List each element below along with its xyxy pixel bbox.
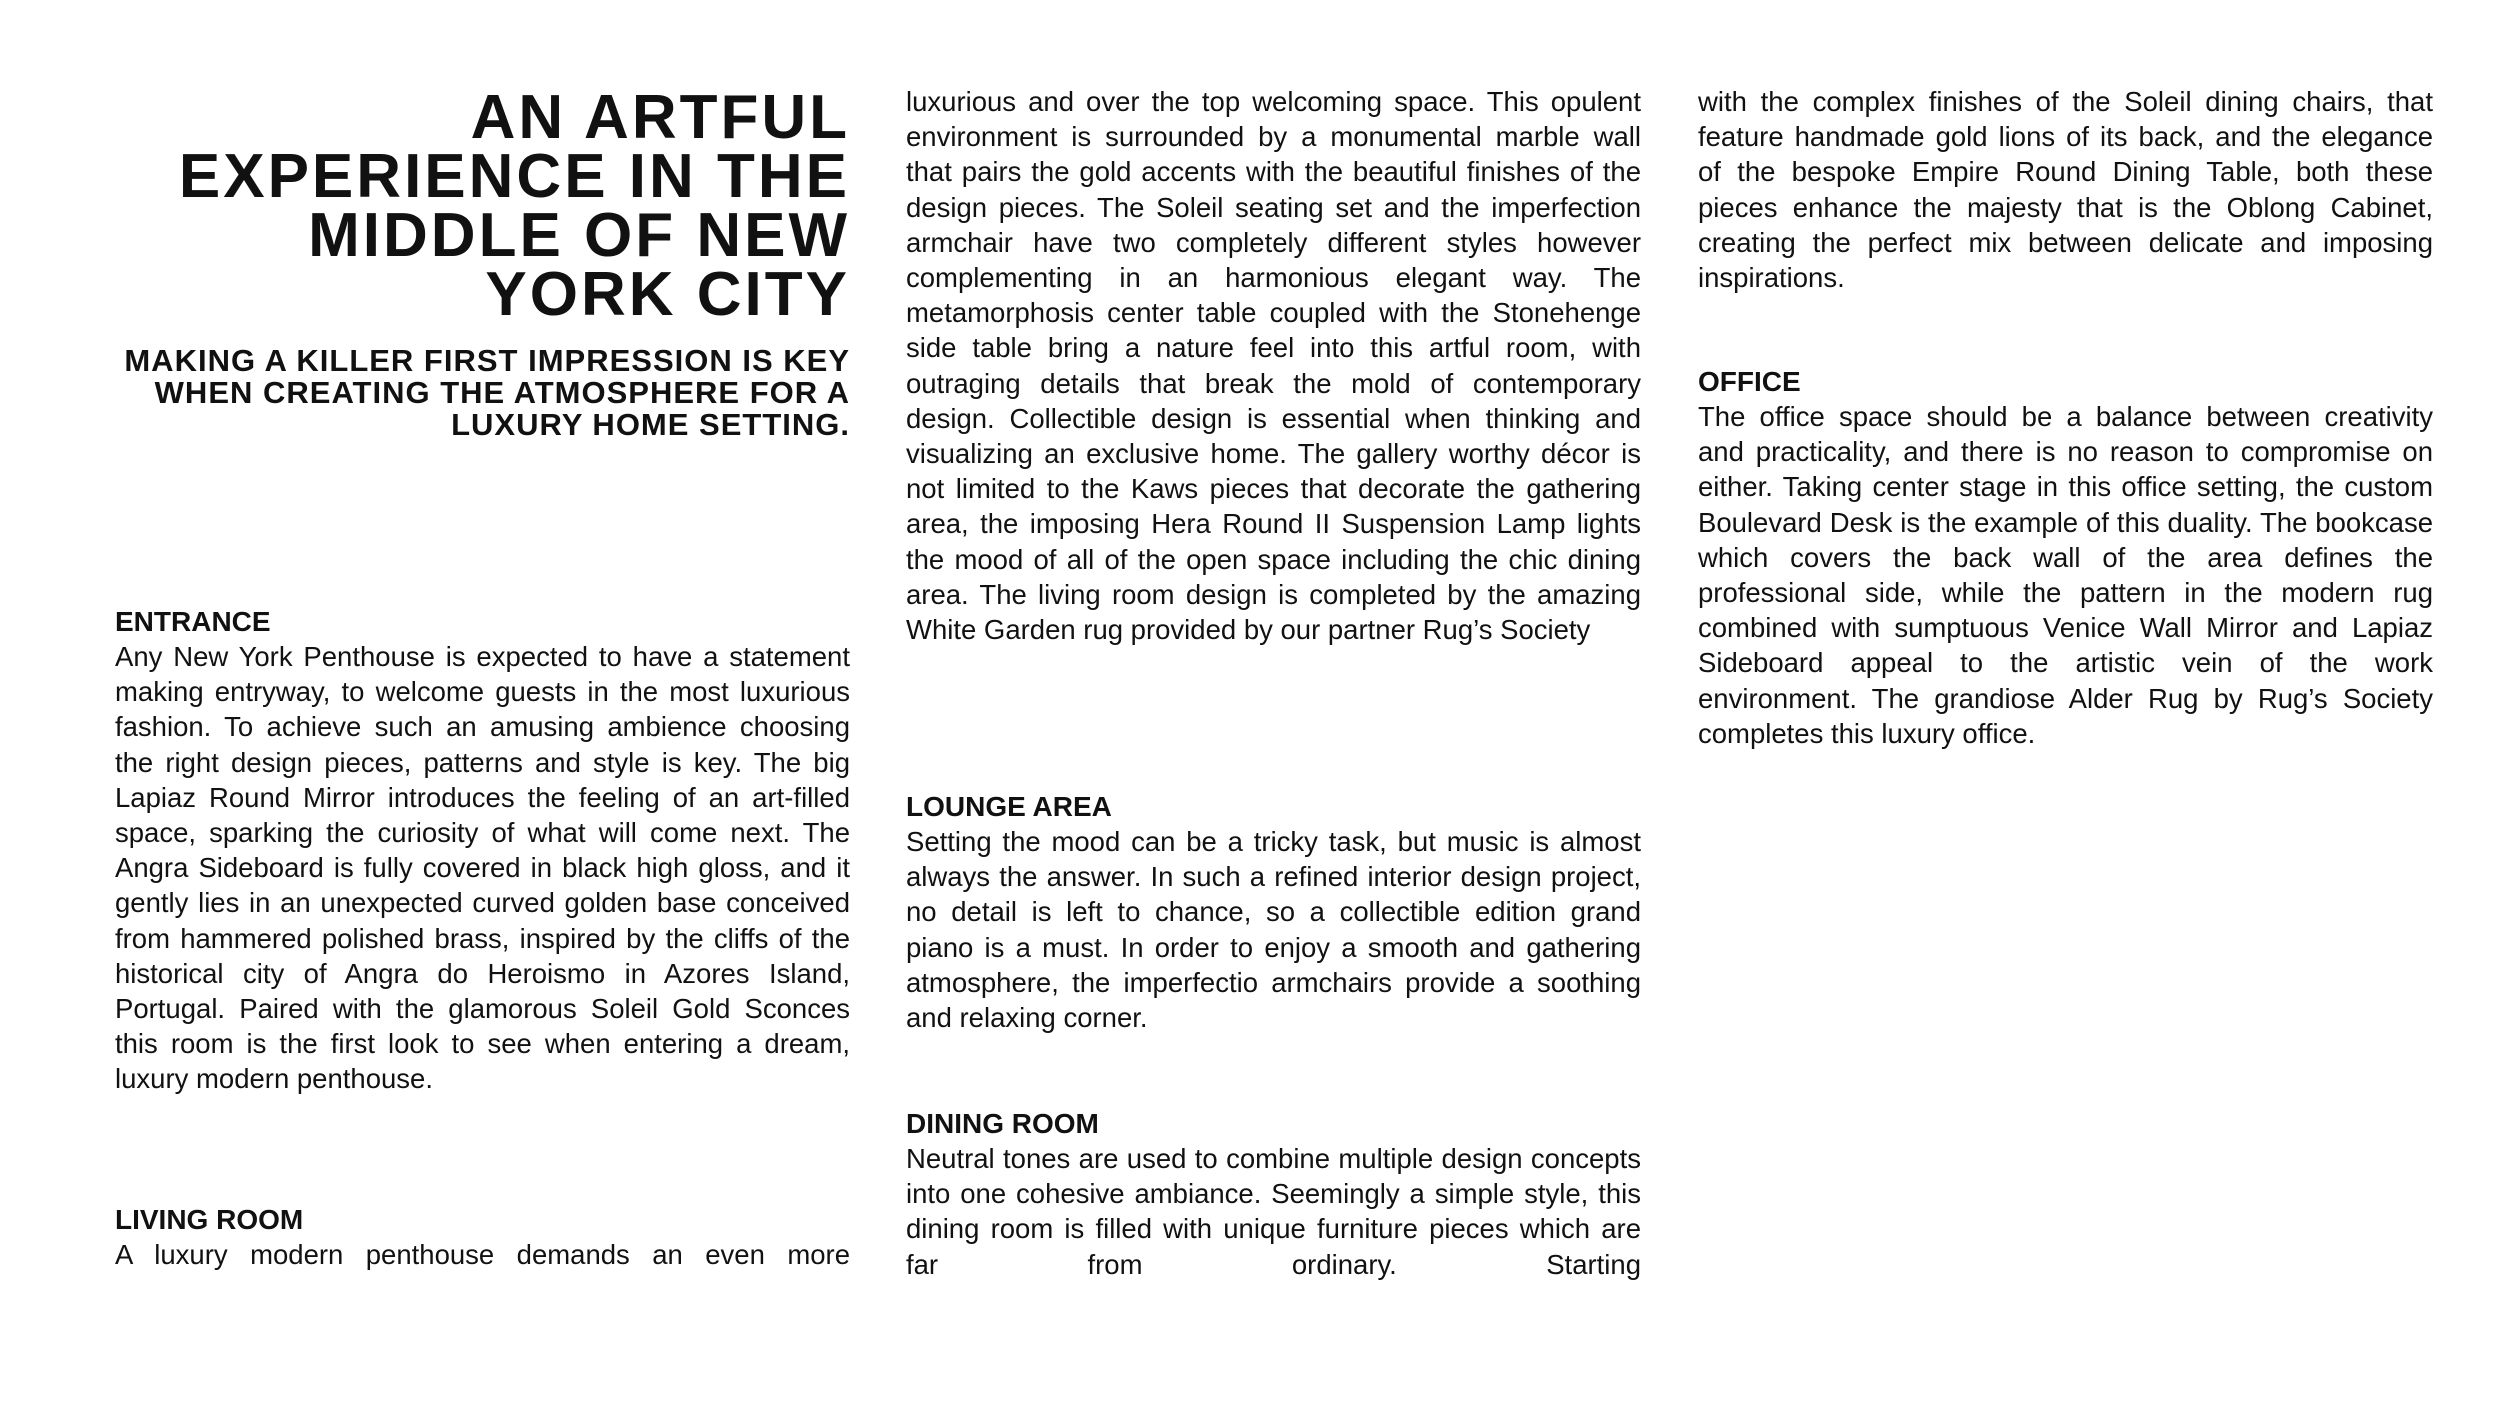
page-subtitle: MAKING A KILLER FIRST IMPRESSION IS KEY WHEN CREATING THE ATMOSPHERE FOR A LUXURY HOME SETTING. — [124, 343, 850, 442]
section-body: luxurious and over the top welcoming space. This opulent environment is surrounded by a monumental marble wall that pairs the gold accents with the beautiful finishes of the design pieces. The Soleil seating set and the imperfection armchair have two completely different styles however complementing in an harmonious elegant way. The metamorphosis center table coupled with the Stonehenge side table bring a nature feel into this artful room, with outraging details that break the mold of contemporary design. Collectible design is essential when thinking and visualizing an exclusive home. The gallery worthy décor is not limited to the Kaws pieces that decorate the gathering area, the imposing Hera Round II Suspension Lamp lights the mood of all of the open space including the chic dining area. The living room design is completed by the amazing White Garden rug provided by our partner Rug’s Society — [906, 86, 1641, 646]
section-body: Neutral tones are used to combine multiple design concepts into one cohesive ambiance. Seemingly a simple style, this dining room is filled with unique furniture pieces which are far from ordinary. Starting — [906, 1143, 1641, 1280]
section-heading: LIVING ROOM — [115, 1204, 304, 1235]
section-body: The office space should be a balance between creativity and practicality, and there is no reason to compromise on either. Taking center stage in this office setting, the custom Boulevard Desk is the example of this duality. The bookcase which covers the back wall of the area defines the professional side, while the pattern in the modern rug combined with sumptuous Venice Wall Mirror and Lapiaz Sideboard appeal to the artistic vein of the work environment. The grandiose Alder Rug by Rug’s Society completes this luxury office. — [1698, 401, 2433, 749]
section-body: A luxury modern penthouse demands an even more — [115, 1239, 850, 1270]
section-dining-room-continued — [1698, 84, 2433, 295]
section-dining-room — [906, 1106, 1641, 1282]
section-heading: OFFICE — [1698, 366, 1801, 397]
section-heading: DINING ROOM — [906, 1108, 1099, 1139]
section-living-room — [115, 1202, 850, 1272]
section-entrance — [115, 604, 850, 1097]
page-title: AN ARTFUL EXPERIENCE IN THE MIDDLE OF NEW YORK CITY — [178, 83, 850, 329]
section-office — [1698, 364, 2433, 751]
section-heading: ENTRANCE — [115, 606, 271, 637]
section-heading: LOUNGE AREA — [906, 791, 1112, 822]
section-body: Setting the mood can be a tricky task, but music is almost always the answer. In such a refined interior design project, no detail is left to chance, so a collectible edition grand piano is a must. In order to enjoy a smooth and gathering atmosphere, the imperfectio armchairs provide a soothing and relaxing corner. — [906, 826, 1641, 1034]
section-lounge-area — [906, 789, 1641, 1035]
section-body: Any New York Penthouse is expected to have a statement making entryway, to welcome guests in the most luxurious fashion. To achieve such an amusing ambience choosing the right design pieces, patterns and style is key. The big Lapiaz Round Mirror introduces the feeling of an art-filled space, sparking the curiosity of what will come next. The Angra Sideboard is fully covered in black high gloss, and it gently lies in an unexpected curved golden base conceived from hammered polished brass, inspired by the cliffs of the historical city of Angra do Heroismo in Azores Island, Portugal. Paired with the glamorous Soleil Gold Sconces this room is the first look to see when entering a dream, luxury modern penthouse. — [115, 641, 850, 1095]
section-living-room-continued — [906, 84, 1641, 647]
section-body: with the complex finishes of the Soleil dining chairs, that feature handmade gold lions of its back, and the elegance of the bespoke Empire Round Dining Table, both these pieces enhance the majesty that is the Oblong Cabinet, creating the perfect mix between delicate and imposing inspirations. — [1698, 86, 2433, 294]
